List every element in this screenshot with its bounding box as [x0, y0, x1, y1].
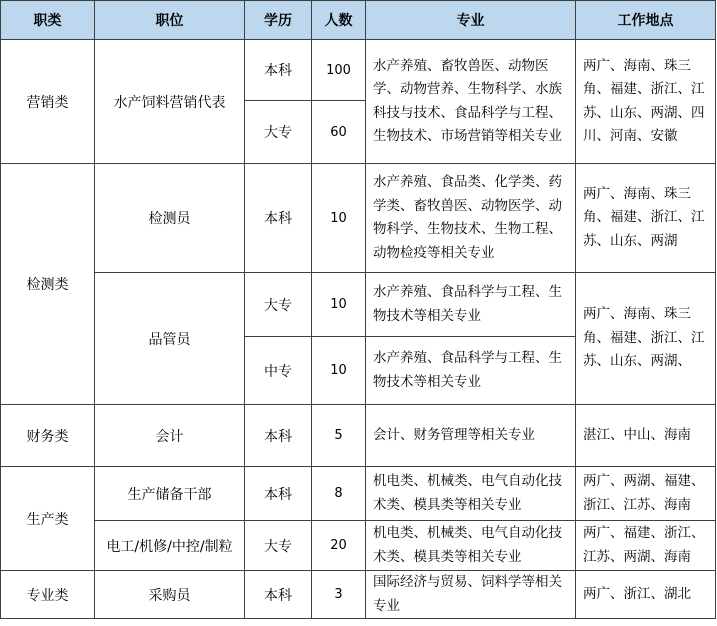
major-cell: 机电类、机械类、电气自动化技术类、模具类等相关专业 — [366, 467, 576, 521]
position-cell: 生产储备干部 — [95, 467, 245, 521]
education-cell: 大专 — [245, 273, 312, 337]
headcount-cell: 20 — [312, 521, 366, 571]
position-cell: 检测员 — [95, 164, 245, 273]
position-cell: 水产饲料营销代表 — [95, 40, 245, 164]
category-cell: 专业类 — [1, 571, 95, 619]
category-cell: 生产类 — [1, 467, 95, 571]
position-cell: 电工/机修/中控/制粒 — [95, 521, 245, 571]
major-cell: 水产养殖、食品科学与工程、生物技术等相关专业 — [366, 337, 576, 405]
category-cell: 营销类 — [1, 40, 95, 164]
major-cell: 水产养殖、食品科学与工程、生物技术等相关专业 — [366, 273, 576, 337]
location-cell: 两广、两湖、福建、浙江、江苏、海南 — [576, 467, 716, 521]
location-cell: 两广、海南、珠三角、福建、浙江、江苏、山东、两湖 — [576, 164, 716, 273]
location-cell: 湛江、中山、海南 — [576, 405, 716, 467]
headcount-cell: 5 — [312, 405, 366, 467]
education-cell: 本科 — [245, 40, 312, 101]
position-cell: 品管员 — [95, 273, 245, 405]
location-cell: 两广、福建、浙江、江苏、两湖、海南 — [576, 521, 716, 571]
header-major: 专业 — [366, 1, 576, 40]
table-row — [1, 405, 716, 467]
headcount-cell: 10 — [312, 273, 366, 337]
major-cell: 会计、财务管理等相关专业 — [366, 405, 576, 467]
education-cell: 本科 — [245, 571, 312, 619]
education-cell: 本科 — [245, 164, 312, 273]
location-cell: 两广、海南、珠三角、福建、浙江、江苏、山东、两湖、四川、河南、安徽 — [576, 40, 716, 164]
header-position: 职位 — [95, 1, 245, 40]
table-row — [1, 521, 716, 571]
header-headcount: 人数 — [312, 1, 366, 40]
header-row — [1, 1, 716, 40]
header-education: 学历 — [245, 1, 312, 40]
position-cell: 采购员 — [95, 571, 245, 619]
headcount-cell: 10 — [312, 337, 366, 405]
major-cell: 国际经济与贸易、饲料学等相关专业 — [366, 571, 576, 619]
table-row — [1, 40, 716, 101]
headcount-cell: 100 — [312, 40, 366, 101]
headcount-cell: 8 — [312, 467, 366, 521]
major-cell: 水产养殖、畜牧兽医、动物医学、动物营养、生物科学、水族科技与技术、食品科学与工程、生物技术、市场营销等相关专业 — [366, 40, 576, 164]
table-row — [1, 571, 716, 619]
table-row — [1, 164, 716, 273]
education-cell: 大专 — [245, 101, 312, 164]
education-cell: 中专 — [245, 337, 312, 405]
education-cell: 本科 — [245, 405, 312, 467]
header-category: 职类 — [1, 1, 95, 40]
header-location: 工作地点 — [576, 1, 716, 40]
table-row — [1, 467, 716, 521]
category-cell: 检测类 — [1, 164, 95, 405]
headcount-cell: 3 — [312, 571, 366, 619]
education-cell: 本科 — [245, 467, 312, 521]
education-cell: 大专 — [245, 521, 312, 571]
location-cell: 两广、浙江、湖北 — [576, 571, 716, 619]
major-cell: 机电类、机械类、电气自动化技术类、模具类等相关专业 — [366, 521, 576, 571]
category-cell: 财务类 — [1, 405, 95, 467]
major-cell: 水产养殖、食品类、化学类、药学类、畜牧兽医、动物医学、动物科学、生物技术、生物工程、动物检疫等相关专业 — [366, 164, 576, 273]
headcount-cell: 10 — [312, 164, 366, 273]
headcount-cell: 60 — [312, 101, 366, 164]
table-row — [1, 273, 716, 337]
location-cell: 两广、海南、珠三角、福建、浙江、江苏、山东、两湖、 — [576, 273, 716, 405]
position-cell: 会计 — [95, 405, 245, 467]
